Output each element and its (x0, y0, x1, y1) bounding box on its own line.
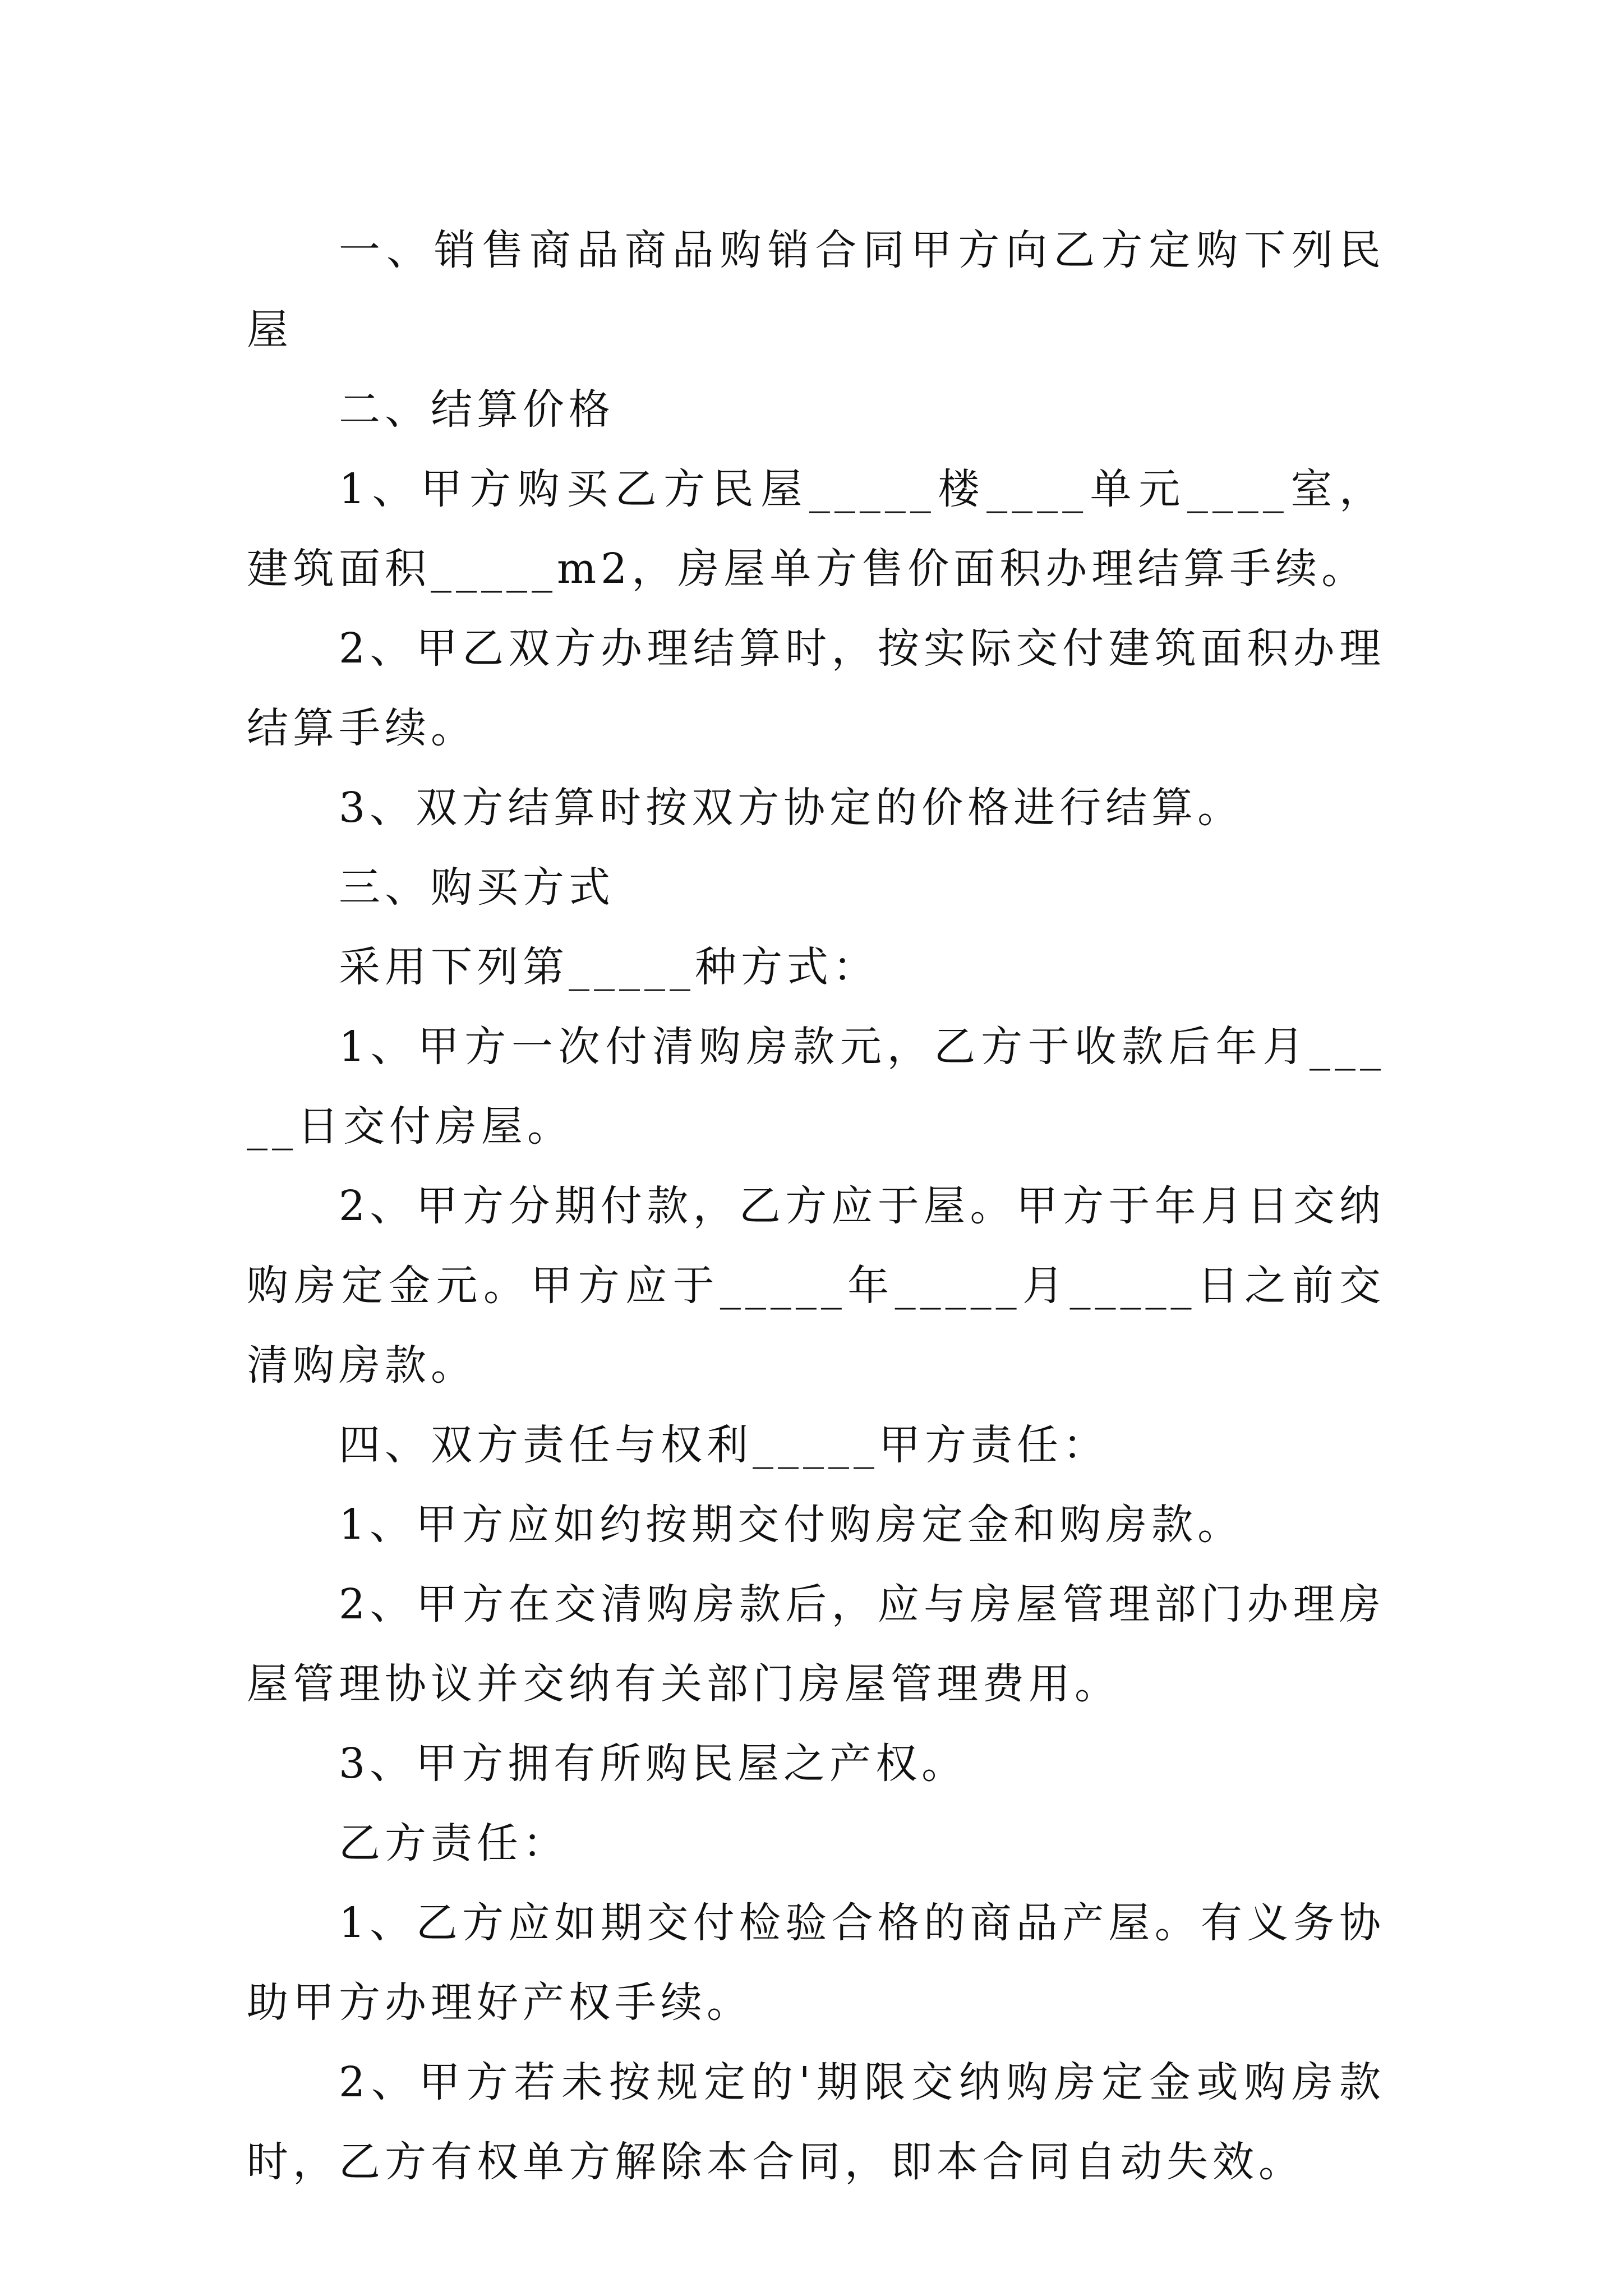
clause-party-a-duty-3: 3、甲方拥有所购民屋之产权。 (339, 1740, 968, 1788)
clause-installment-payment: 2、甲方分期付款，乙方应于屋。甲方于年月日交纳购房定金元。甲方应于_____年_____月_____日之前交清购房款。 (247, 1182, 1385, 1389)
section-heading-payment-method: 三、购买方式 (339, 863, 615, 912)
clause-party-a-duty-2: 2、甲方在交清购房款后，应与房屋管理部门办理房屋管理协议并交纳有关部门房屋管理费用。 (247, 1580, 1385, 1708)
clause-party-b-duty-1: 1、乙方应如期交付检验合格的商品产屋。有义务协助甲方办理好产权手续。 (247, 1899, 1385, 2027)
clause-method-choice: 采用下列第_____种方式： (339, 943, 879, 991)
clause-settlement-by-area: 2、甲乙双方办理结算时，按实际交付建筑面积办理结算手续。 (247, 624, 1385, 752)
section-heading-settlement-price: 二、结算价格 (339, 385, 615, 434)
subheading-party-b: 乙方责任： (339, 1819, 569, 1867)
section-heading-responsibilities: 四、双方责任与权利_____甲方责任： (339, 1421, 1109, 1469)
clause-party-b-duty-2: 2、甲方若未按规定的'期限交纳购房定金或购房款时，乙方有权单方解除本合同，即本合同自动失效。 (247, 2058, 1385, 2186)
clause-full-payment: 1、甲方一次付清购房款元，乙方于收款后年月_____日交付房屋。 (247, 1023, 1385, 1151)
section-heading-sales: 一、销售商品商品购销合同甲方向乙方定购下列民屋 (247, 226, 1385, 354)
document-body (247, 210, 1385, 2202)
clause-party-a-duty-1: 1、甲方应如约按期交付购房定金和购房款。 (339, 1501, 1244, 1549)
clause-agreed-price: 3、双方结算时按双方协定的价格进行结算。 (339, 784, 1244, 832)
clause-purchase-details: 1、甲方购买乙方民屋_____楼____单元____室，建筑面积_____m2，房屋单方售价面积办理结算手续。 (247, 465, 1385, 593)
